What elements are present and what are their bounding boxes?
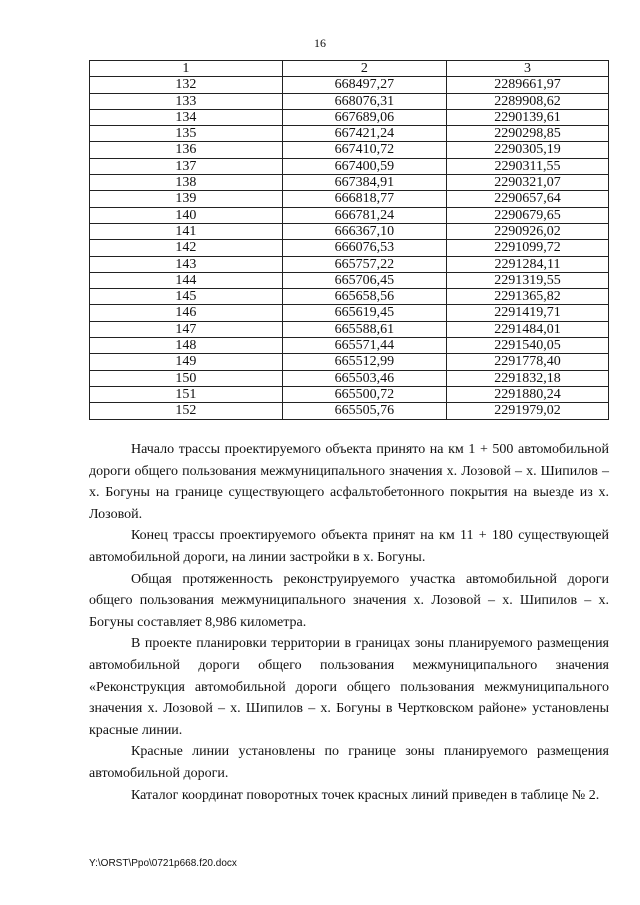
cell-x-coordinate: 667689,06 [282, 109, 446, 125]
table-row [90, 338, 609, 354]
table-row [90, 321, 609, 337]
cell-point-number: 145 [90, 289, 283, 305]
cell-point-number: 148 [90, 338, 283, 354]
cell-x-coordinate: 665619,45 [282, 305, 446, 321]
table-row [90, 386, 609, 402]
cell-y-coordinate: 2291419,71 [447, 305, 609, 321]
cell-point-number: 134 [90, 109, 283, 125]
cell-point-number: 146 [90, 305, 283, 321]
cell-point-number: 136 [90, 142, 283, 158]
cell-y-coordinate: 2291832,18 [447, 370, 609, 386]
cell-x-coordinate: 665505,76 [282, 403, 446, 419]
table-row [90, 191, 609, 207]
cell-y-coordinate: 2290311,55 [447, 158, 609, 174]
cell-y-coordinate: 2291880,24 [447, 386, 609, 402]
table-row [90, 223, 609, 239]
table-row [90, 370, 609, 386]
cell-x-coordinate: 665503,46 [282, 370, 446, 386]
cell-x-coordinate: 668076,31 [282, 93, 446, 109]
cell-point-number: 140 [90, 207, 283, 223]
cell-y-coordinate: 2290305,19 [447, 142, 609, 158]
table-row [90, 175, 609, 191]
table-row [90, 354, 609, 370]
cell-y-coordinate: 2291484,01 [447, 321, 609, 337]
cell-y-coordinate: 2290657,64 [447, 191, 609, 207]
table-row [90, 109, 609, 125]
cell-y-coordinate: 2291778,40 [447, 354, 609, 370]
table-body [90, 77, 609, 419]
table-row [90, 77, 609, 93]
cell-point-number: 147 [90, 321, 283, 337]
page-number: 16 [314, 36, 326, 50]
cell-y-coordinate: 2290926,02 [447, 223, 609, 239]
cell-x-coordinate: 665757,22 [282, 256, 446, 272]
cell-y-coordinate: 2291284,11 [447, 256, 609, 272]
paragraph-planning-project: В проекте планировки территории в границах зоны планируемого размещения автомобильной дороги общего пользования межмуниципального значения «Реконструкция автомобильной дороги общего пользования межмуниципального значения х. Лозовой – х. Шипилов – х. Богуны в Чертковском районе» установлены красные линии. [89, 636, 609, 738]
header-cell-y: 3 [447, 61, 609, 77]
cell-x-coordinate: 667400,59 [282, 158, 446, 174]
cell-point-number: 141 [90, 223, 283, 239]
paragraph-red-lines: Красные линии установлены по границе зоны планируемого размещения автомобильной дороги. [89, 744, 609, 781]
paragraph-route-start: Начало трассы проектируемого объекта принято на км 1 + 500 автомобильной дороги общего пользования межмуниципального значения х. Лозовой – х. Шипилов – х. Богуны на границе существующего асфальтобетонного покрытия на выезде из х. Лозовой. [89, 442, 609, 522]
cell-point-number: 133 [90, 93, 283, 109]
table-row [90, 240, 609, 256]
cell-x-coordinate: 665706,45 [282, 272, 446, 288]
cell-y-coordinate: 2291319,55 [447, 272, 609, 288]
cell-point-number: 143 [90, 256, 283, 272]
cell-point-number: 151 [90, 386, 283, 402]
cell-x-coordinate: 665500,72 [282, 386, 446, 402]
table-row [90, 158, 609, 174]
cell-x-coordinate: 666367,10 [282, 223, 446, 239]
coordinates-table [89, 60, 609, 420]
cell-x-coordinate: 665512,99 [282, 354, 446, 370]
table-row [90, 126, 609, 142]
cell-x-coordinate: 665658,56 [282, 289, 446, 305]
cell-x-coordinate: 668497,27 [282, 77, 446, 93]
paragraph-route-end: Конец трассы проектируемого объекта принят на км 11 + 180 существующей автомобильной дороги, на линии застройки в х. Богуны. [89, 528, 609, 565]
paragraph-catalog-reference: Каталог координат поворотных точек красных линий приведен в таблице № 2. [131, 787, 600, 803]
table-row [90, 207, 609, 223]
paragraph-total-length: Общая протяженность реконструируемого участка автомобильной дороги общего пользования межмуниципального значения х. Лозовой – х. Шипилов – х. Богуны составляет 8,986 километра. [89, 571, 609, 630]
cell-x-coordinate: 667421,24 [282, 126, 446, 142]
cell-y-coordinate: 2289661,97 [447, 77, 609, 93]
file-path-footer: Y:\ORST\Ppo\0721p668.f20.docx [89, 858, 237, 869]
table-row [90, 403, 609, 419]
table-header-row [90, 61, 609, 77]
cell-x-coordinate: 666818,77 [282, 191, 446, 207]
cell-x-coordinate: 665571,44 [282, 338, 446, 354]
body-text [89, 439, 609, 806]
table-row [90, 272, 609, 288]
cell-point-number: 144 [90, 272, 283, 288]
header-cell-x: 2 [282, 61, 446, 77]
cell-y-coordinate: 2290321,07 [447, 175, 609, 191]
cell-point-number: 149 [90, 354, 283, 370]
cell-point-number: 138 [90, 175, 283, 191]
cell-x-coordinate: 666781,24 [282, 207, 446, 223]
cell-point-number: 132 [90, 77, 283, 93]
cell-y-coordinate: 2290298,85 [447, 126, 609, 142]
cell-point-number: 139 [90, 191, 283, 207]
table-row [90, 289, 609, 305]
table-row [90, 93, 609, 109]
cell-y-coordinate: 2290679,65 [447, 207, 609, 223]
cell-y-coordinate: 2291099,72 [447, 240, 609, 256]
cell-point-number: 142 [90, 240, 283, 256]
table-row [90, 305, 609, 321]
cell-y-coordinate: 2290139,61 [447, 109, 609, 125]
cell-x-coordinate: 666076,53 [282, 240, 446, 256]
header-cell-point: 1 [90, 61, 283, 77]
cell-x-coordinate: 667410,72 [282, 142, 446, 158]
cell-y-coordinate: 2291979,02 [447, 403, 609, 419]
cell-point-number: 152 [90, 403, 283, 419]
cell-y-coordinate: 2291365,82 [447, 289, 609, 305]
cell-point-number: 137 [90, 158, 283, 174]
cell-x-coordinate: 665588,61 [282, 321, 446, 337]
table-row [90, 142, 609, 158]
table-row [90, 256, 609, 272]
cell-point-number: 135 [90, 126, 283, 142]
cell-y-coordinate: 2291540,05 [447, 338, 609, 354]
cell-point-number: 150 [90, 370, 283, 386]
cell-y-coordinate: 2289908,62 [447, 93, 609, 109]
cell-x-coordinate: 667384,91 [282, 175, 446, 191]
